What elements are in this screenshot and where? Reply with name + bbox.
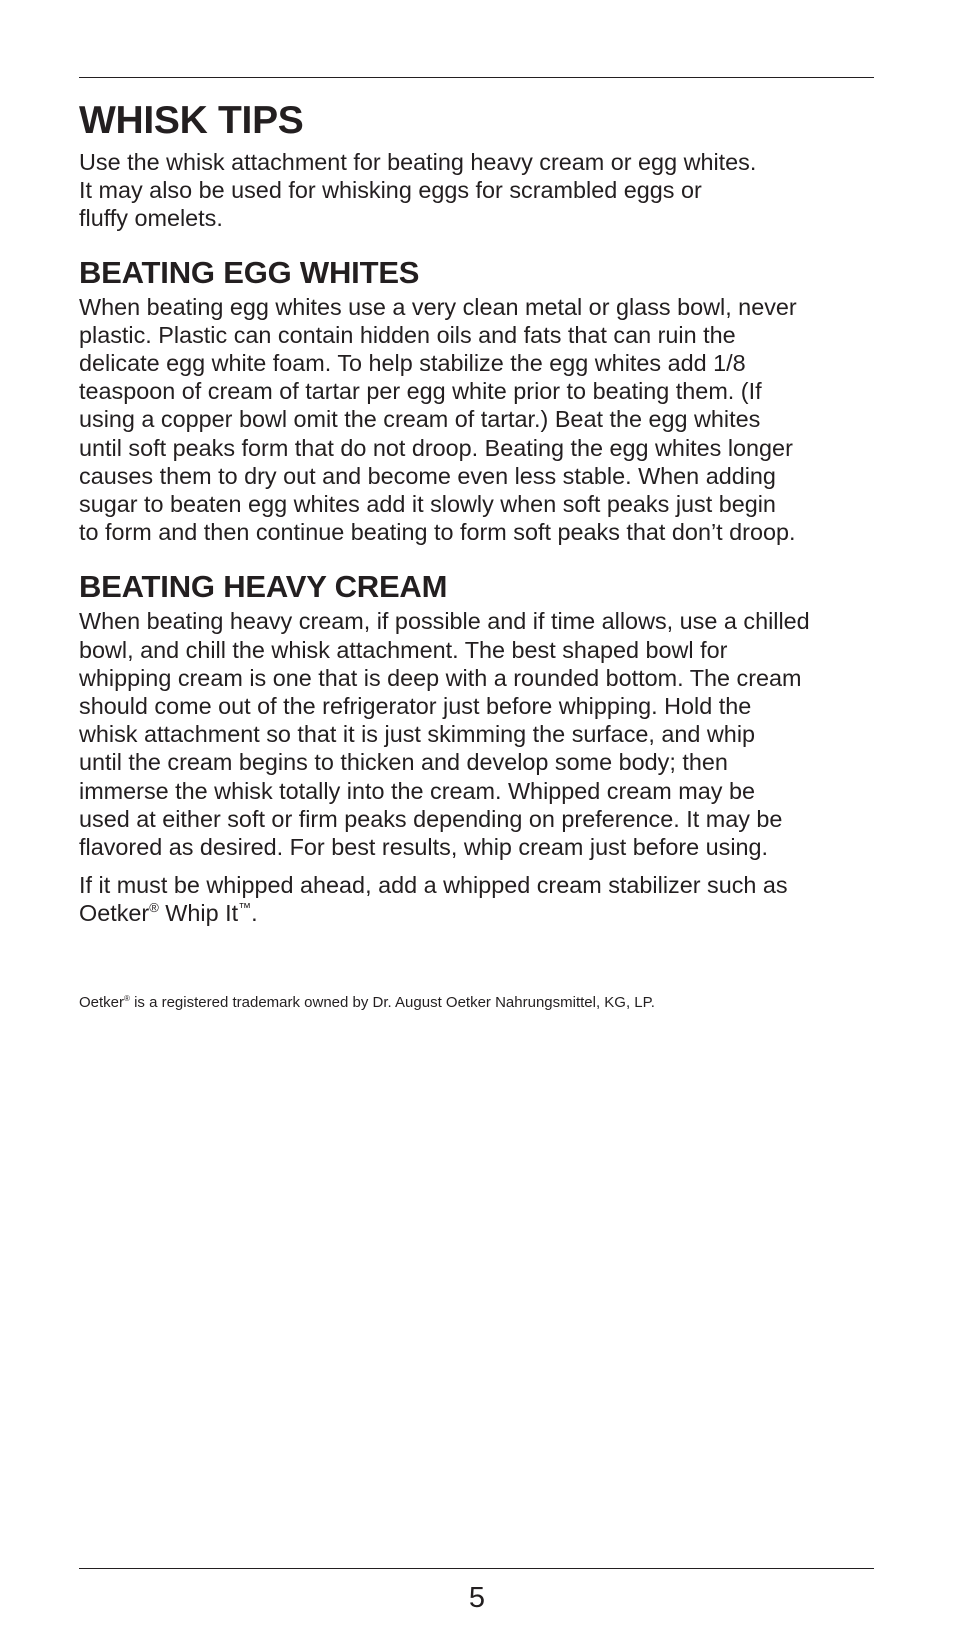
whip-ahead-paragraph	[79, 871, 879, 927]
heavy-cream-paragraph: When beating heavy cream, if possible and if time allows, use a chilled bowl, and chill the whisk attachment. The best shaped bowl for whipping cream is one that is deep with a rounded bottom. The cream should come out of the refrigerator just before whipping. Hold the whisk attachment so that it is just skimming the surface, and whip until the cream begins to thicken and develop some body; then immerse the whisk totally into the cream. Whipped cream may be used at either soft or firm peaks depending on preference. It may be flavored as desired. For best results, whip cream just before using.	[79, 608, 810, 861]
trademark-mark: ™	[238, 900, 252, 916]
page-content	[79, 96, 879, 928]
oetker-brand: Oetker	[79, 900, 150, 927]
page-title: WHISK TIPS	[79, 99, 304, 142]
bottom-rule	[79, 1568, 874, 1569]
top-rule	[79, 77, 874, 78]
sentence-end: .	[251, 900, 258, 927]
registered-mark: ®	[149, 900, 159, 916]
whip-it-product: Whip It	[158, 900, 239, 927]
footnote-brand: Oetker	[79, 994, 125, 1011]
egg-whites-heading: BEATING EGG WHITES	[79, 254, 420, 290]
footnote-registered-mark: ®	[124, 994, 130, 1003]
whip-ahead-line: If it must be whipped ahead, add a whipped cream stabilizer such as	[79, 872, 788, 899]
heavy-cream-heading: BEATING HEAVY CREAM	[79, 569, 448, 605]
footnote-text: is a registered trademark owned by Dr. August Oetker Nahrungsmittel, KG, LP.	[129, 994, 655, 1011]
intro-paragraph: Use the whisk attachment for beating heavy cream or egg whites. It may also be used for whisking eggs for scrambled eggs or fluffy omelets.	[79, 149, 757, 232]
page-number: 5	[468, 1582, 486, 1614]
trademark-footnote	[79, 994, 655, 1012]
egg-whites-paragraph: When beating egg whites use a very clean metal or glass bowl, never plastic. Plastic can contain hidden oils and fats that can ruin the delicate egg white foam. To help stabilize the egg whites add 1/8 teaspoon of cream of tartar per egg white prior to beating them. (If using a copper bowl omit the cream of tartar.) Beat the egg whites until soft peaks form that do not droop. Beating the egg whites longer causes them to dry out and become even less stable. When adding sugar to beaten egg whites add it slowly when soft peaks just begin to form and then continue beating to form soft peaks that don’t droop.	[79, 293, 797, 546]
